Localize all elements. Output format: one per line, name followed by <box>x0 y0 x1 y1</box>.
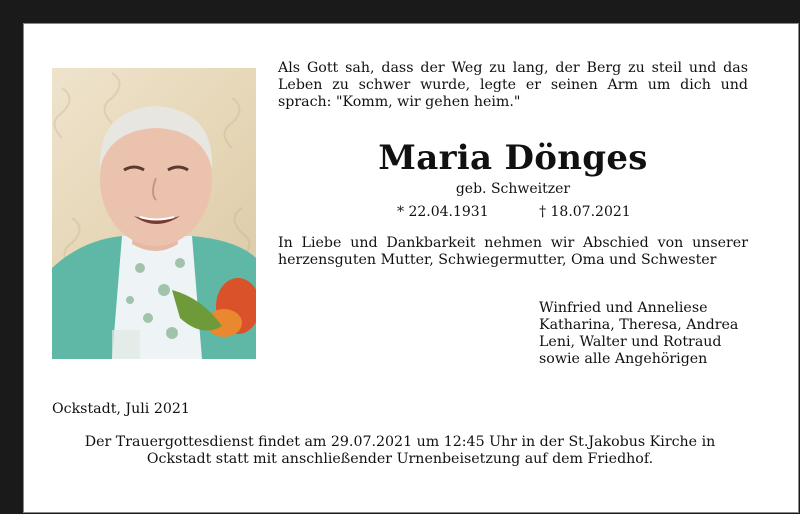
mourner-line: Katharina, Theresa, Andrea <box>539 317 739 333</box>
service-line: Der Trauergottesdienst findet am 29.07.2021 um 12:45 Uhr in der St.Jakobus Kirche in <box>84 434 716 450</box>
birth-name: geb. Schweitzer <box>455 181 571 197</box>
death-date: † 18.07.2021 <box>539 204 631 220</box>
service-line: Ockstadt statt mit anschließender Urnenbeisetzung auf dem Friedhof. <box>146 451 654 467</box>
life-dates <box>397 203 631 221</box>
mourner-line: Leni, Walter und Rotraud <box>539 334 722 350</box>
deceased-name: Maria Dönges <box>378 138 648 178</box>
service-info <box>52 434 748 468</box>
mourners-list <box>539 300 738 368</box>
portrait-photo <box>52 68 256 359</box>
place-date: Ockstadt, Juli 2021 <box>52 401 190 417</box>
poem-text: Als Gott sah, dass der Weg zu lang, der Berg zu steil und das Leben zu schwer wurde, legte er seinen Arm um dich und sprach: "Komm, wir gehen heim." <box>278 60 748 110</box>
mourner-line: Winfried und Anneliese <box>539 300 708 316</box>
birth-date: * 22.04.1931 <box>397 204 489 220</box>
farewell-text: In Liebe und Dankbarkeit nehmen wir Abschied von unserer herzensguten Mutter, Schwiegermutter, Oma und Schwester <box>278 235 748 268</box>
mourner-line: sowie alle Angehörigen <box>539 351 708 367</box>
